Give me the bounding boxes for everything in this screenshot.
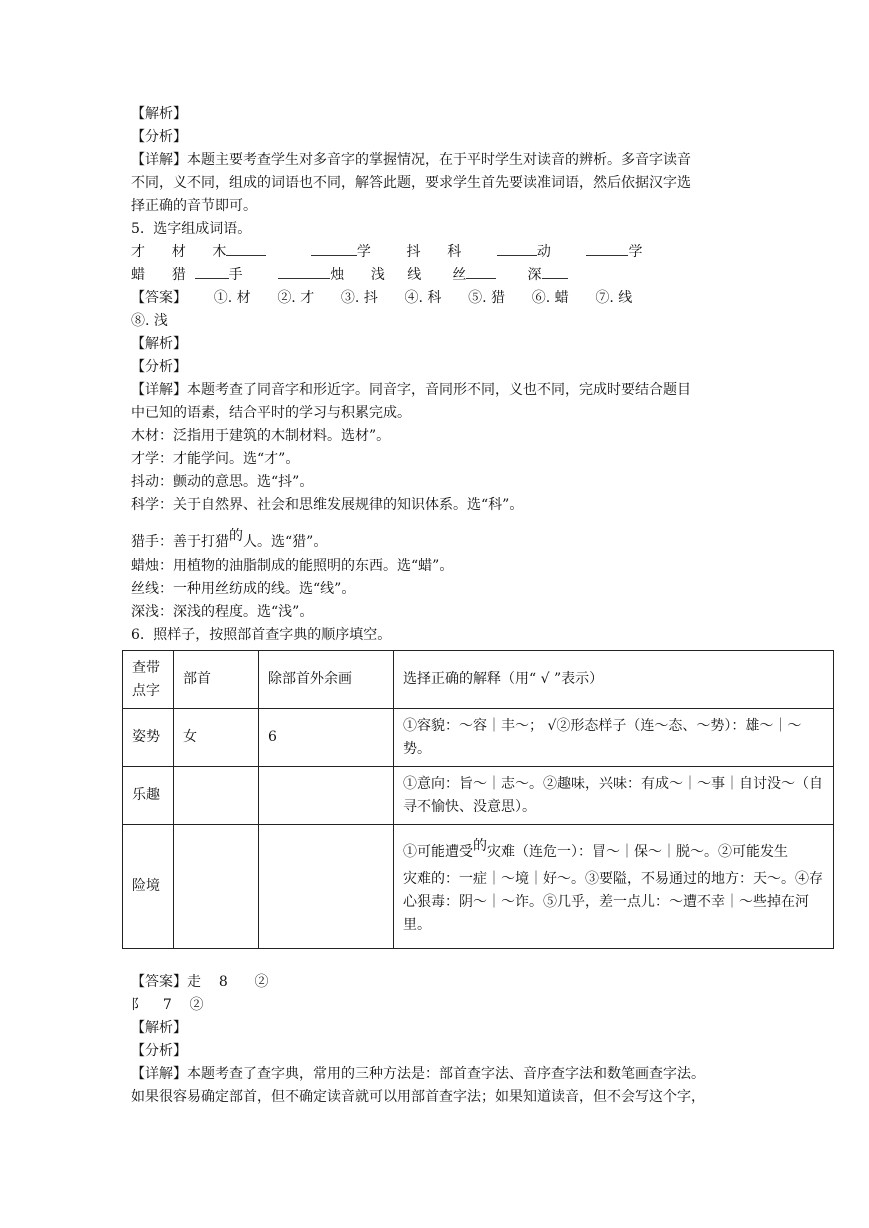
table-header-row <box>123 651 834 709</box>
explanation-line: 猎手：善于打猎的人。选“猎”。 <box>131 528 328 550</box>
blank <box>226 241 266 256</box>
explanation-line: 丝线：一种用丝纺成的线。选“线”。 <box>131 581 356 597</box>
detail-line: 【详解】本题考查了查字典，常用的三种方法是：部首查字法、音序查字法和数笔画查字法。 <box>131 1066 705 1082</box>
table-cell-word: 险境 <box>123 825 174 949</box>
table-cell-strokes <box>259 767 394 825</box>
question-5-answer <box>131 287 836 310</box>
explanation-line: 科学：关于自然界、社会和思维发展规律的知识体系。选“科”。 <box>131 497 524 513</box>
blank <box>542 264 568 279</box>
char-option: 浅 <box>370 267 385 283</box>
question-6-answer <box>131 971 836 994</box>
blank <box>278 264 330 279</box>
superscript-char: 的 <box>229 528 243 544</box>
answer-label: 【答案】 <box>131 974 187 990</box>
char-option: 线 <box>407 267 422 283</box>
detail-line: 【详解】本题主要考查学生对多音字的掌握情况，在于平时学生对读音的辨析。多音字读音 <box>131 152 691 168</box>
answer-item: ③. 抖 <box>340 290 378 306</box>
blank <box>195 264 229 279</box>
detail-line: 【详解】本题考查了同音字和形近字。同音字，音同形不同，义也不同，完成时要结合题目 <box>131 382 691 398</box>
char-option: 学 <box>628 244 643 260</box>
answer-item: ⑧. 浅 <box>131 313 168 329</box>
answer-item: 8 <box>218 974 228 990</box>
table-cell-word: 乐趣 <box>123 767 174 825</box>
char-option: 抖 <box>406 244 421 260</box>
table-cell-strokes: 6 <box>259 709 394 767</box>
question-5-row-1 <box>131 241 836 264</box>
dictionary-lookup-table <box>122 650 834 949</box>
analysis-heading: 【解析】 <box>131 336 187 352</box>
table-cell-meaning: ①容貌：～容｜丰～； √②形态样子（连～态、～势）：雄～｜～势。 <box>394 709 834 767</box>
explanation-line: 木材：泛指用于建筑的木制材料。选材”。 <box>131 428 391 444</box>
superscript-char: 的 <box>473 838 487 854</box>
answer-item: ⑦. 线 <box>595 290 633 306</box>
char-option: 学 <box>356 244 371 260</box>
answer-item: ④. 科 <box>404 290 442 306</box>
char-option: 动 <box>536 244 551 260</box>
table-cell-radical: 女 <box>174 709 259 767</box>
blank <box>311 241 357 256</box>
table-header-cell: 除部首外余画 <box>259 651 394 709</box>
table-row <box>123 767 834 825</box>
table-row <box>123 709 834 767</box>
answer-item: 阝 <box>131 997 145 1013</box>
question-6-title: 6. 照样子，按照部首查字典的顺序填空。 <box>131 627 392 643</box>
char-option: 蜡 <box>131 267 145 283</box>
table-cell-word: 姿势 <box>123 709 174 767</box>
table-header-cell: 部首 <box>174 651 259 709</box>
explanation-line: 才学：才能学问。选“才”。 <box>131 451 300 467</box>
answer-item: 7 <box>162 997 172 1013</box>
char-option: 猎 <box>171 267 186 283</box>
detail-line: 如果很容易确定部首，但不确定读音就可以用部首查字法；如果知道读音，但不会写这个字， <box>131 1089 705 1105</box>
table-header-cell: 选择正确的解释（用“ √ ”表示） <box>394 651 834 709</box>
table-cell-radical <box>174 825 259 949</box>
char-option: 烛 <box>330 267 345 283</box>
analysis-heading: 【解析】 <box>131 106 187 122</box>
char-option: 深 <box>527 267 542 283</box>
question-5-row-2 <box>131 264 836 287</box>
char-option: 手 <box>228 267 243 283</box>
table-cell-meaning: ①可能遭受的灾难（连危一）：冒～｜保～｜脱～。②可能发生 灾难的：一症｜～境｜好～。③要隘，不易通过的地方：天～。④存心狠毒：阴～｜～诈。⑤几乎，差一点儿：～遭不幸｜～些掉在河里。 <box>394 825 834 949</box>
detail-line: 中已知的语素，结合平时的学习与积累完成。 <box>131 405 411 421</box>
blank <box>586 241 628 256</box>
char-option: 科 <box>447 244 462 260</box>
table-header-cell: 查带点字 <box>123 651 174 709</box>
breakdown-heading: 【分析】 <box>131 129 187 145</box>
analysis-heading: 【解析】 <box>131 1020 187 1036</box>
document-page <box>131 103 836 1109</box>
blank <box>466 264 496 279</box>
answer-label: 【答案】 <box>131 290 187 306</box>
detail-line: 择正确的音节即可。 <box>131 198 257 214</box>
table-cell-meaning: ①意向：旨～｜志～。②趣味，兴味：有成～｜～事｜自讨没～（自寻不愉快、没意思）。 <box>394 767 834 825</box>
breakdown-heading: 【分析】 <box>131 1043 187 1059</box>
detail-line: 不同，义不同，组成的词语也不同，解答此题，要求学生首先要读准词语，然后依据汉字选 <box>131 175 691 191</box>
breakdown-heading: 【分析】 <box>131 359 187 375</box>
char-option: 才 <box>131 244 145 260</box>
blank <box>497 241 537 256</box>
answer-item: ② <box>189 997 204 1013</box>
answer-item: ②. 才 <box>277 290 315 306</box>
explanation-line: 深浅：深浅的程度。选“浅”。 <box>131 604 314 620</box>
explanation-line: 抖动：颤动的意思。选“抖”。 <box>131 474 314 490</box>
table-cell-radical <box>174 767 259 825</box>
answer-item: ①. 材 <box>213 290 251 306</box>
answer-item: ② <box>254 974 269 990</box>
answer-item: ⑥. 蜡 <box>531 290 569 306</box>
answer-item: ⑤. 猎 <box>468 290 506 306</box>
question-6-answer-2 <box>131 994 836 1017</box>
char-option: 木 <box>212 244 227 260</box>
answer-item: 走 <box>187 974 201 990</box>
char-option: 丝 <box>452 267 467 283</box>
char-option: 材 <box>171 244 186 260</box>
question-5-title: 5. 选字组成词语。 <box>131 221 252 237</box>
table-cell-strokes <box>259 825 394 949</box>
explanation-line: 蜡烛：用植物的油脂制成的能照明的东西。选“蜡”。 <box>131 558 454 574</box>
table-row <box>123 825 834 949</box>
